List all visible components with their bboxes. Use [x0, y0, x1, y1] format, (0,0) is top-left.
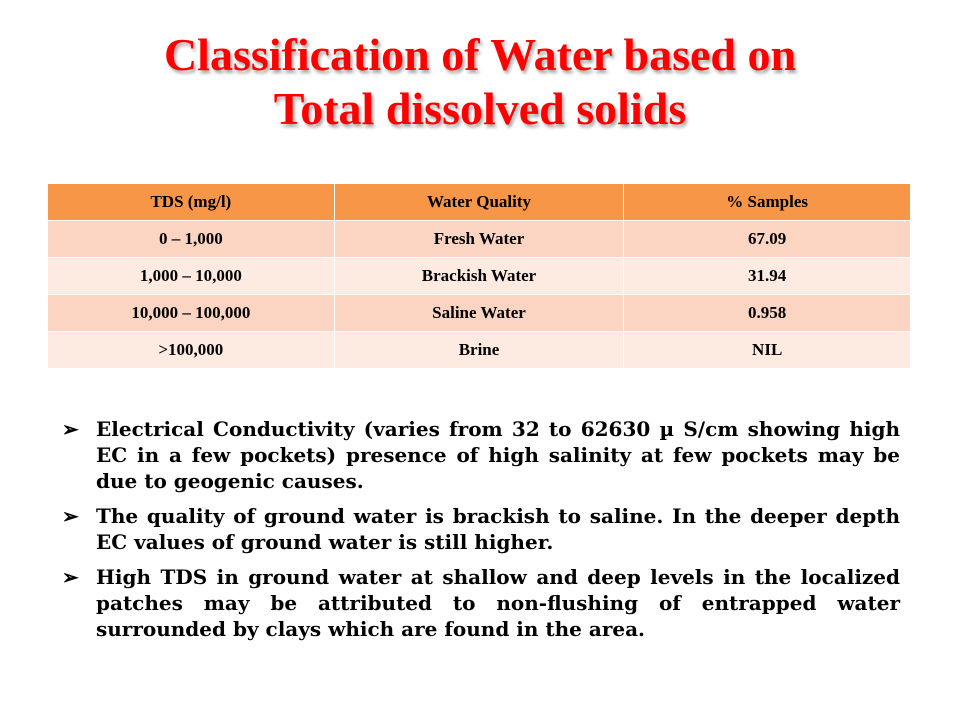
cell-tds: 1,000 – 10,000: [48, 258, 335, 295]
table-row: [48, 221, 911, 258]
table-row: [48, 332, 911, 369]
list-item: [62, 503, 900, 555]
cell-tds: >100,000: [48, 332, 335, 369]
bullet-list: [62, 416, 900, 651]
slide-title: [0, 28, 960, 136]
table-row: [48, 295, 911, 332]
cell-percent-samples: 67.09: [624, 221, 911, 258]
arrow-bullet-icon: ➢: [62, 504, 79, 528]
cell-tds: 10,000 – 100,000: [48, 295, 335, 332]
bullet-text: Electrical Conductivity (varies from 32 to 62630 µ S/cm showing high EC in a few pockets) presence of high salinity at few pockets may be due to geogenic causes.: [96, 417, 900, 493]
header-percent-samples: % Samples: [624, 184, 911, 221]
cell-tds: 0 – 1,000: [48, 221, 335, 258]
cell-water-quality: Saline Water: [334, 295, 624, 332]
cell-water-quality: Brackish Water: [334, 258, 624, 295]
table-row: [48, 258, 911, 295]
table-header-row: [48, 184, 911, 221]
cell-water-quality: Fresh Water: [334, 221, 624, 258]
tds-classification-table: [47, 183, 911, 369]
cell-percent-samples: 31.94: [624, 258, 911, 295]
header-tds: TDS (mg/l): [48, 184, 335, 221]
list-item: [62, 416, 900, 494]
arrow-bullet-icon: ➢: [62, 565, 79, 589]
slide-title-line-2: Total dissolved solids: [273, 83, 687, 134]
cell-percent-samples: NIL: [624, 332, 911, 369]
cell-percent-samples: 0.958: [624, 295, 911, 332]
list-item: [62, 564, 900, 642]
bullet-text: The quality of ground water is brackish to saline. In the deeper depth EC values of ground water is still higher.: [96, 504, 900, 554]
header-water-quality: Water Quality: [334, 184, 624, 221]
bullet-text: High TDS in ground water at shallow and deep levels in the localized patches may be attributed to non-flushing of entrapped water surrounded by clays which are found in the area.: [96, 565, 900, 641]
slide-title-line-1: Classification of Water based on: [163, 29, 797, 80]
arrow-bullet-icon: ➢: [62, 417, 79, 441]
cell-water-quality: Brine: [334, 332, 624, 369]
